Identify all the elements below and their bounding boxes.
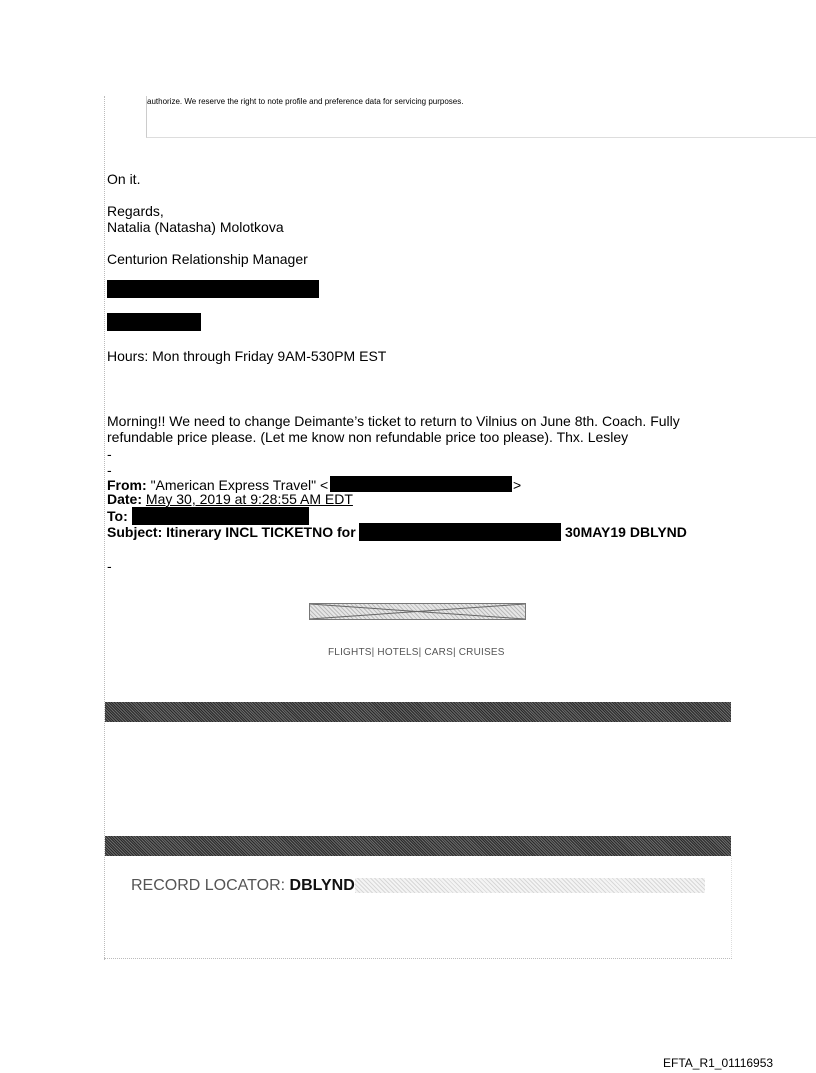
broken-logo-image [309,603,526,620]
to-label: To: [107,508,128,524]
sender-name: Natalia (Natasha) Molotkova [107,219,284,235]
broken-image-icon [310,604,525,619]
redaction-subject-name [359,523,561,541]
subject-suffix [565,526,687,539]
document-id: EFTA_R1_01116953 [663,1056,774,1070]
redaction-phone [107,280,319,298]
itinerary-banner-top [105,702,731,722]
date-line [107,493,353,506]
from-value: "American Express Travel" < [150,477,329,493]
reply-text: On it. [107,171,141,187]
separator-dash-1: - [107,446,112,462]
separator-dash-2: - [107,462,112,478]
redaction-email [107,313,201,331]
from-label: From: [107,477,147,493]
original-message-line1: Morning!! We need to change Deimante’s ticket to return to Vilnius on June 8th. Coach. Fully [107,413,680,429]
reply-closing: Regards, [107,203,164,219]
record-locator-label: RECORD LOCATOR: [131,877,290,894]
itinerary-banner-bottom [105,836,731,856]
quote-bar [104,96,105,960]
subject-line [107,526,356,539]
itinerary-frame-bottom [104,958,732,959]
record-locator [131,877,355,895]
separator-dash-3: - [107,558,112,574]
itinerary-frame-right [731,856,732,959]
date-label: Date: [107,491,143,507]
record-locator-value: DBLYND [289,877,355,894]
office-hours: Hours: Mon through Friday 9AM-530PM EST [107,348,387,364]
to-line [107,510,128,523]
redaction-from-address [330,476,512,492]
subject-suffix-text: 30MAY19 DBLYND [565,524,687,540]
subject-label: Subject: Itinerary INCL TICKETNO for [107,524,356,540]
redaction-to-address [132,507,309,525]
date-value: May 30, 2019 at 9:28:55 AM EDT [145,491,353,507]
original-message-line2: refundable price please. (Let me know non refundable price too please). Thx. Lesley [107,429,629,445]
record-locator-background [355,878,705,893]
sender-title: Centurion Relationship Manager [107,251,308,267]
from-close: > [513,477,522,493]
quoted-fragment: authorize. We reserve the right to note profile and preference data for servicing purposes. [147,97,464,106]
nav-links[interactable]: FLIGHTS| HOTELS| CARS| CRUISES [328,647,505,658]
